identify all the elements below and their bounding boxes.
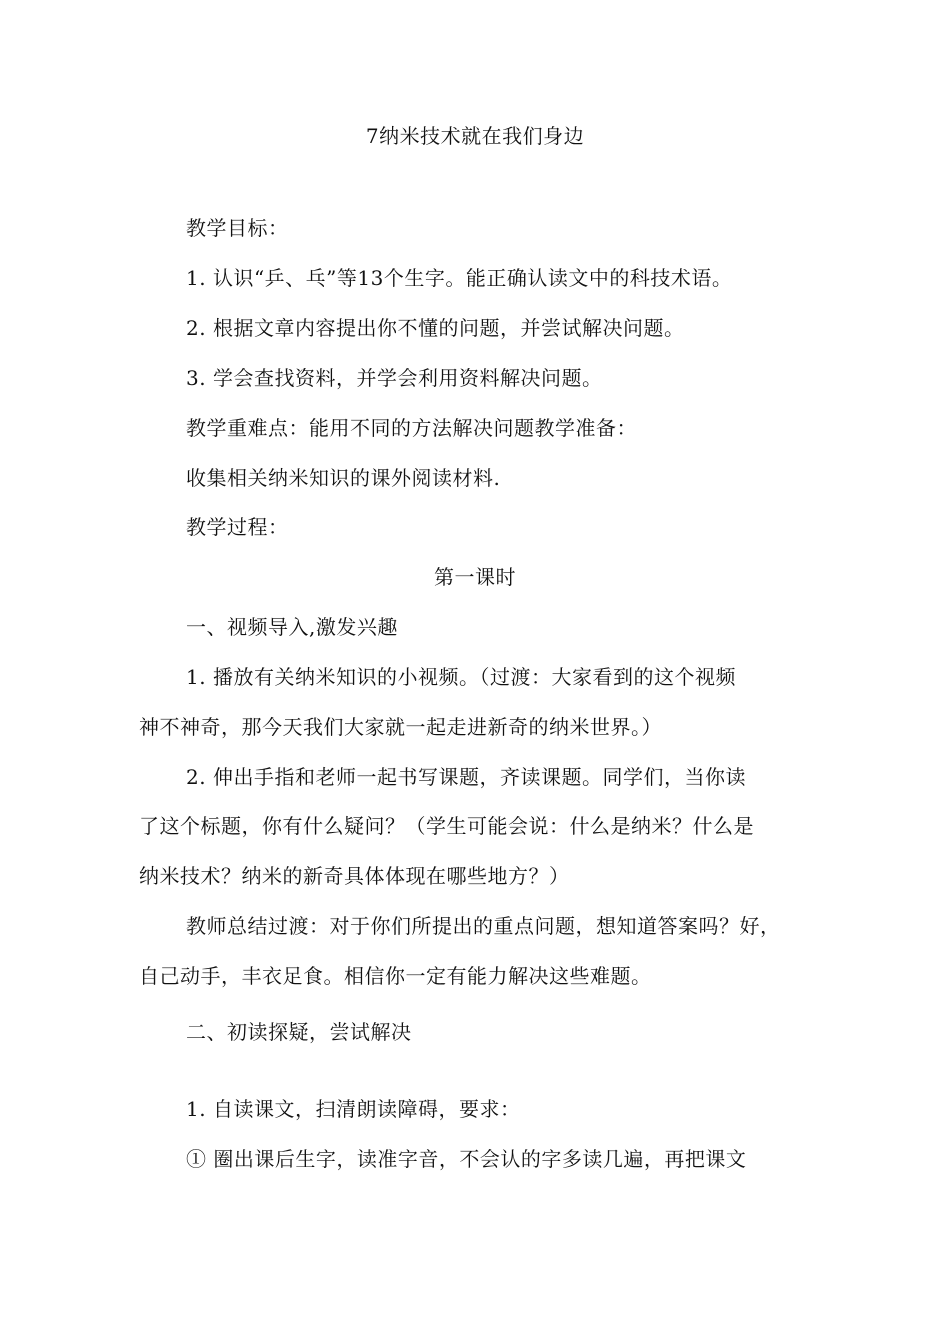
objective-item-1: 1. 认识“乒、乓”等13个生字。能正确认读文中的科技术语。 xyxy=(186,266,733,290)
section-2-paragraph-1: 1. 自读课文，扫清朗读障碍，要求： xyxy=(186,1097,521,1121)
summary-paragraph-line-1: 教师总结过渡：对于你们所提出的重点问题，想知道答案吗？好， xyxy=(186,914,781,938)
section-1-paragraph-1-line-2: 神不神奇，那今天我们大家就一起走进新奇的纳米世界。） xyxy=(139,715,662,739)
section-1-paragraph-1-line-1: 1. 播放有关纳米知识的小视频。（过渡：大家看到的这个视频 xyxy=(186,665,736,689)
lesson-heading: 第一课时 xyxy=(434,565,516,589)
objective-item-2: 2. 根据文章内容提出你不懂的问题，并尝试解决问题。 xyxy=(186,316,685,340)
section-1-paragraph-2-line-2: 了这个标题，你有什么疑问？（学生可能会说：什么是纳米？什么是 xyxy=(139,814,754,838)
section-1-heading: 一、视频导入,激发兴趣 xyxy=(186,615,398,639)
summary-paragraph-line-2: 自己动手，丰衣足食。相信你一定有能力解决这些难题。 xyxy=(139,964,652,988)
objective-item-3: 3. 学会查找资料，并学会利用资料解决问题。 xyxy=(186,366,603,390)
process-heading: 教学过程： xyxy=(186,515,289,539)
preparation-paragraph: 收集相关纳米知识的课外阅读材料. xyxy=(186,466,501,490)
section-1-paragraph-2-line-3: 纳米技术？纳米的新奇具体体现在哪些地方？） xyxy=(139,864,570,888)
section-1-paragraph-2-line-1: 2. 伸出手指和老师一起书写课题，齐读课题。同学们，当你读 xyxy=(186,765,746,789)
objectives-heading: 教学目标： xyxy=(186,216,289,240)
section-2-heading: 二、初读探疑，尝试解决 xyxy=(186,1020,412,1044)
key-points-paragraph: 教学重难点：能用不同的方法解决问题教学准备： xyxy=(186,416,637,440)
document-title: 7纳米技术就在我们身边 xyxy=(365,124,585,148)
section-2-item-1: ① 圈出课后生字，读准字音，不会认的字多读几遍，再把课文 xyxy=(186,1147,747,1171)
